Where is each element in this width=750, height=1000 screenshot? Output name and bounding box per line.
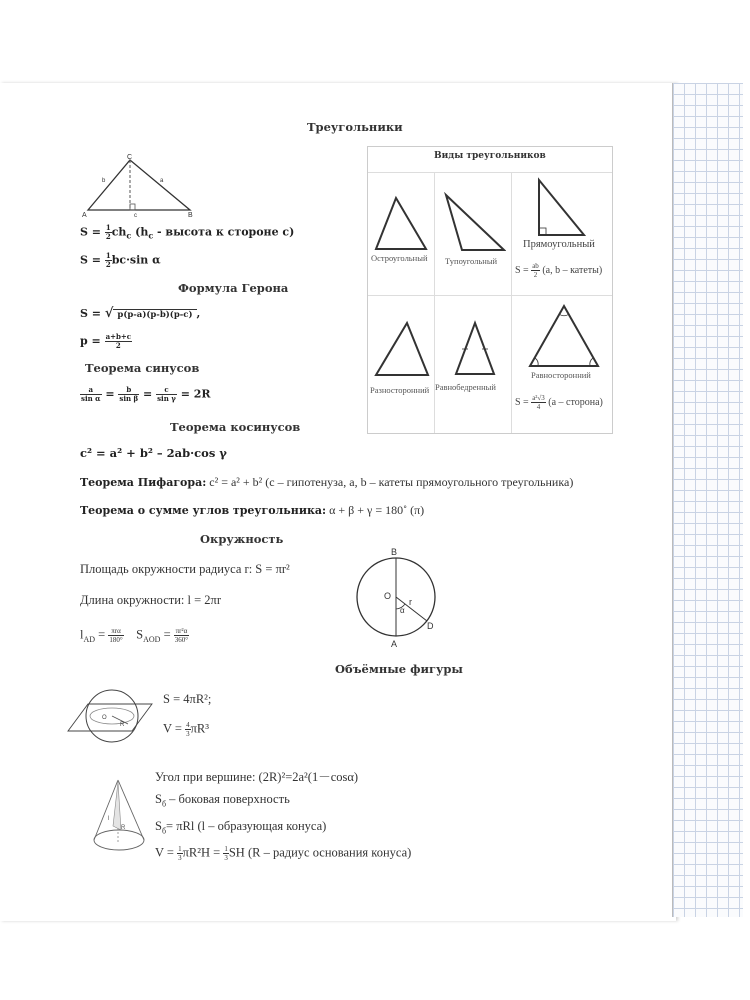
grid-paper-edge	[672, 83, 743, 917]
title-triangles: Треугольники	[307, 120, 403, 134]
label-right: Прямоугольный	[523, 239, 595, 250]
triangle-types-table	[367, 146, 613, 434]
label-B: B	[188, 212, 193, 219]
label-a: a	[160, 178, 164, 184]
right-triangle-icon	[534, 177, 588, 239]
label-A: A	[82, 212, 87, 219]
label-sphere-O: O	[102, 715, 107, 721]
cone-lateral-surface: $S_б$ – боковая поверхность	[155, 792, 290, 809]
formula-law-of-cosines: c² = a² + b² – 2ab·cos γ	[80, 446, 227, 460]
label-isosceles: Равнобедренный	[435, 382, 496, 392]
title-cosines: Теорема косинусов	[170, 420, 301, 434]
acute-triangle-icon	[372, 194, 432, 252]
title-sines: Теорема синусов	[85, 361, 200, 375]
label-equilateral: Равносторонний	[531, 370, 591, 380]
label-O: O	[384, 591, 392, 601]
label-A: A	[391, 639, 398, 649]
triangle-figure	[80, 152, 200, 220]
right-area-formula: S = $\frac{ab}{2}$ (a, b – катеты)	[515, 262, 603, 279]
label-obtuse: Тупоугольный	[445, 256, 498, 266]
label-D: D	[427, 621, 434, 631]
label-cone-l: l	[108, 816, 110, 822]
arc-and-sector-formulas: $l_{AD}$ = $\frac{\text{πrα}}{180^\circ}$ $S_{AOD}$ = $\frac{\text{πr²α}}{360^\circ}$	[80, 627, 189, 644]
scalene-triangle-icon	[373, 319, 431, 379]
formula-semiperimeter: p = $\frac{a+b+c}{2}$	[80, 332, 132, 350]
label-alpha: α	[400, 606, 405, 615]
circle-length: Длина окружности: l = 2πr	[80, 593, 221, 607]
label-C: C	[127, 154, 133, 161]
isosceles-triangle-icon	[450, 319, 500, 377]
cone-apex-angle: Угол при вершине: (2R)²=2a²(1－cosα)	[155, 770, 359, 784]
equilateral-triangle-icon	[526, 302, 602, 370]
formula-area-sine: S = $\frac{1}{2}$ bc·sin α	[80, 251, 161, 269]
circle-figure	[348, 543, 448, 651]
equilateral-area-formula: S = $\frac{\text{a²√3}}{4}$ (a – сторона)	[515, 394, 603, 411]
label-c: c	[134, 213, 137, 219]
cone-figure	[88, 776, 152, 856]
label-acute: Остроугольный	[371, 253, 428, 263]
label-scalene: Разносторонний	[370, 385, 430, 395]
label-sphere-R: R	[120, 722, 125, 728]
label-cone-R: R	[121, 825, 126, 831]
label-r: r	[409, 597, 412, 607]
circle-area: Площадь окружности радиуса r: S = πr²	[80, 562, 290, 576]
cone-volume: V = $\frac{1}{3}$ πR²H = $\frac{1}{3}$ SH (R – радиус основания конуса)	[155, 845, 412, 862]
label-B: B	[391, 547, 398, 557]
label-b: b	[102, 178, 106, 184]
sphere-figure	[66, 686, 156, 748]
title-solids: Объёмные фигуры	[335, 662, 463, 676]
cone-lateral-formula: $S_б= \pi Rl$ (l – образующая конуса)	[155, 819, 327, 836]
title-heron: Формула Герона	[178, 281, 289, 295]
formula-law-of-sines: $\frac{a}{\text{sin α}}$ = $\frac{b}{\text{sin β}}$ = $\frac{c}{\text{sin γ}}$ = 2R	[81, 385, 211, 403]
title-circle: Окружность	[200, 532, 284, 546]
pythagorean-theorem: Теорема Пифагора: c² = a² + b² (c – гипотенуза, a, b – катеты прямоугольного треугольника)	[80, 475, 574, 489]
formula-area-height: S = $\frac{1}{2}$ $ch_c$ ($h_c$ - высота к стороне c)	[80, 223, 295, 241]
obtuse-triangle-icon	[442, 192, 506, 254]
sphere-area: S = 4πR²;	[163, 692, 212, 706]
formula-heron: S = √ p(p-a)(p-b)(p-c) ,	[80, 306, 201, 321]
table-title: Виды треугольников	[434, 151, 546, 161]
angle-sum-theorem: Теорема о сумме углов треугольника: α + β + γ = 180˚ (π)	[80, 503, 425, 517]
sphere-volume: V = $\frac{4}{3}$ πR³	[163, 721, 210, 738]
